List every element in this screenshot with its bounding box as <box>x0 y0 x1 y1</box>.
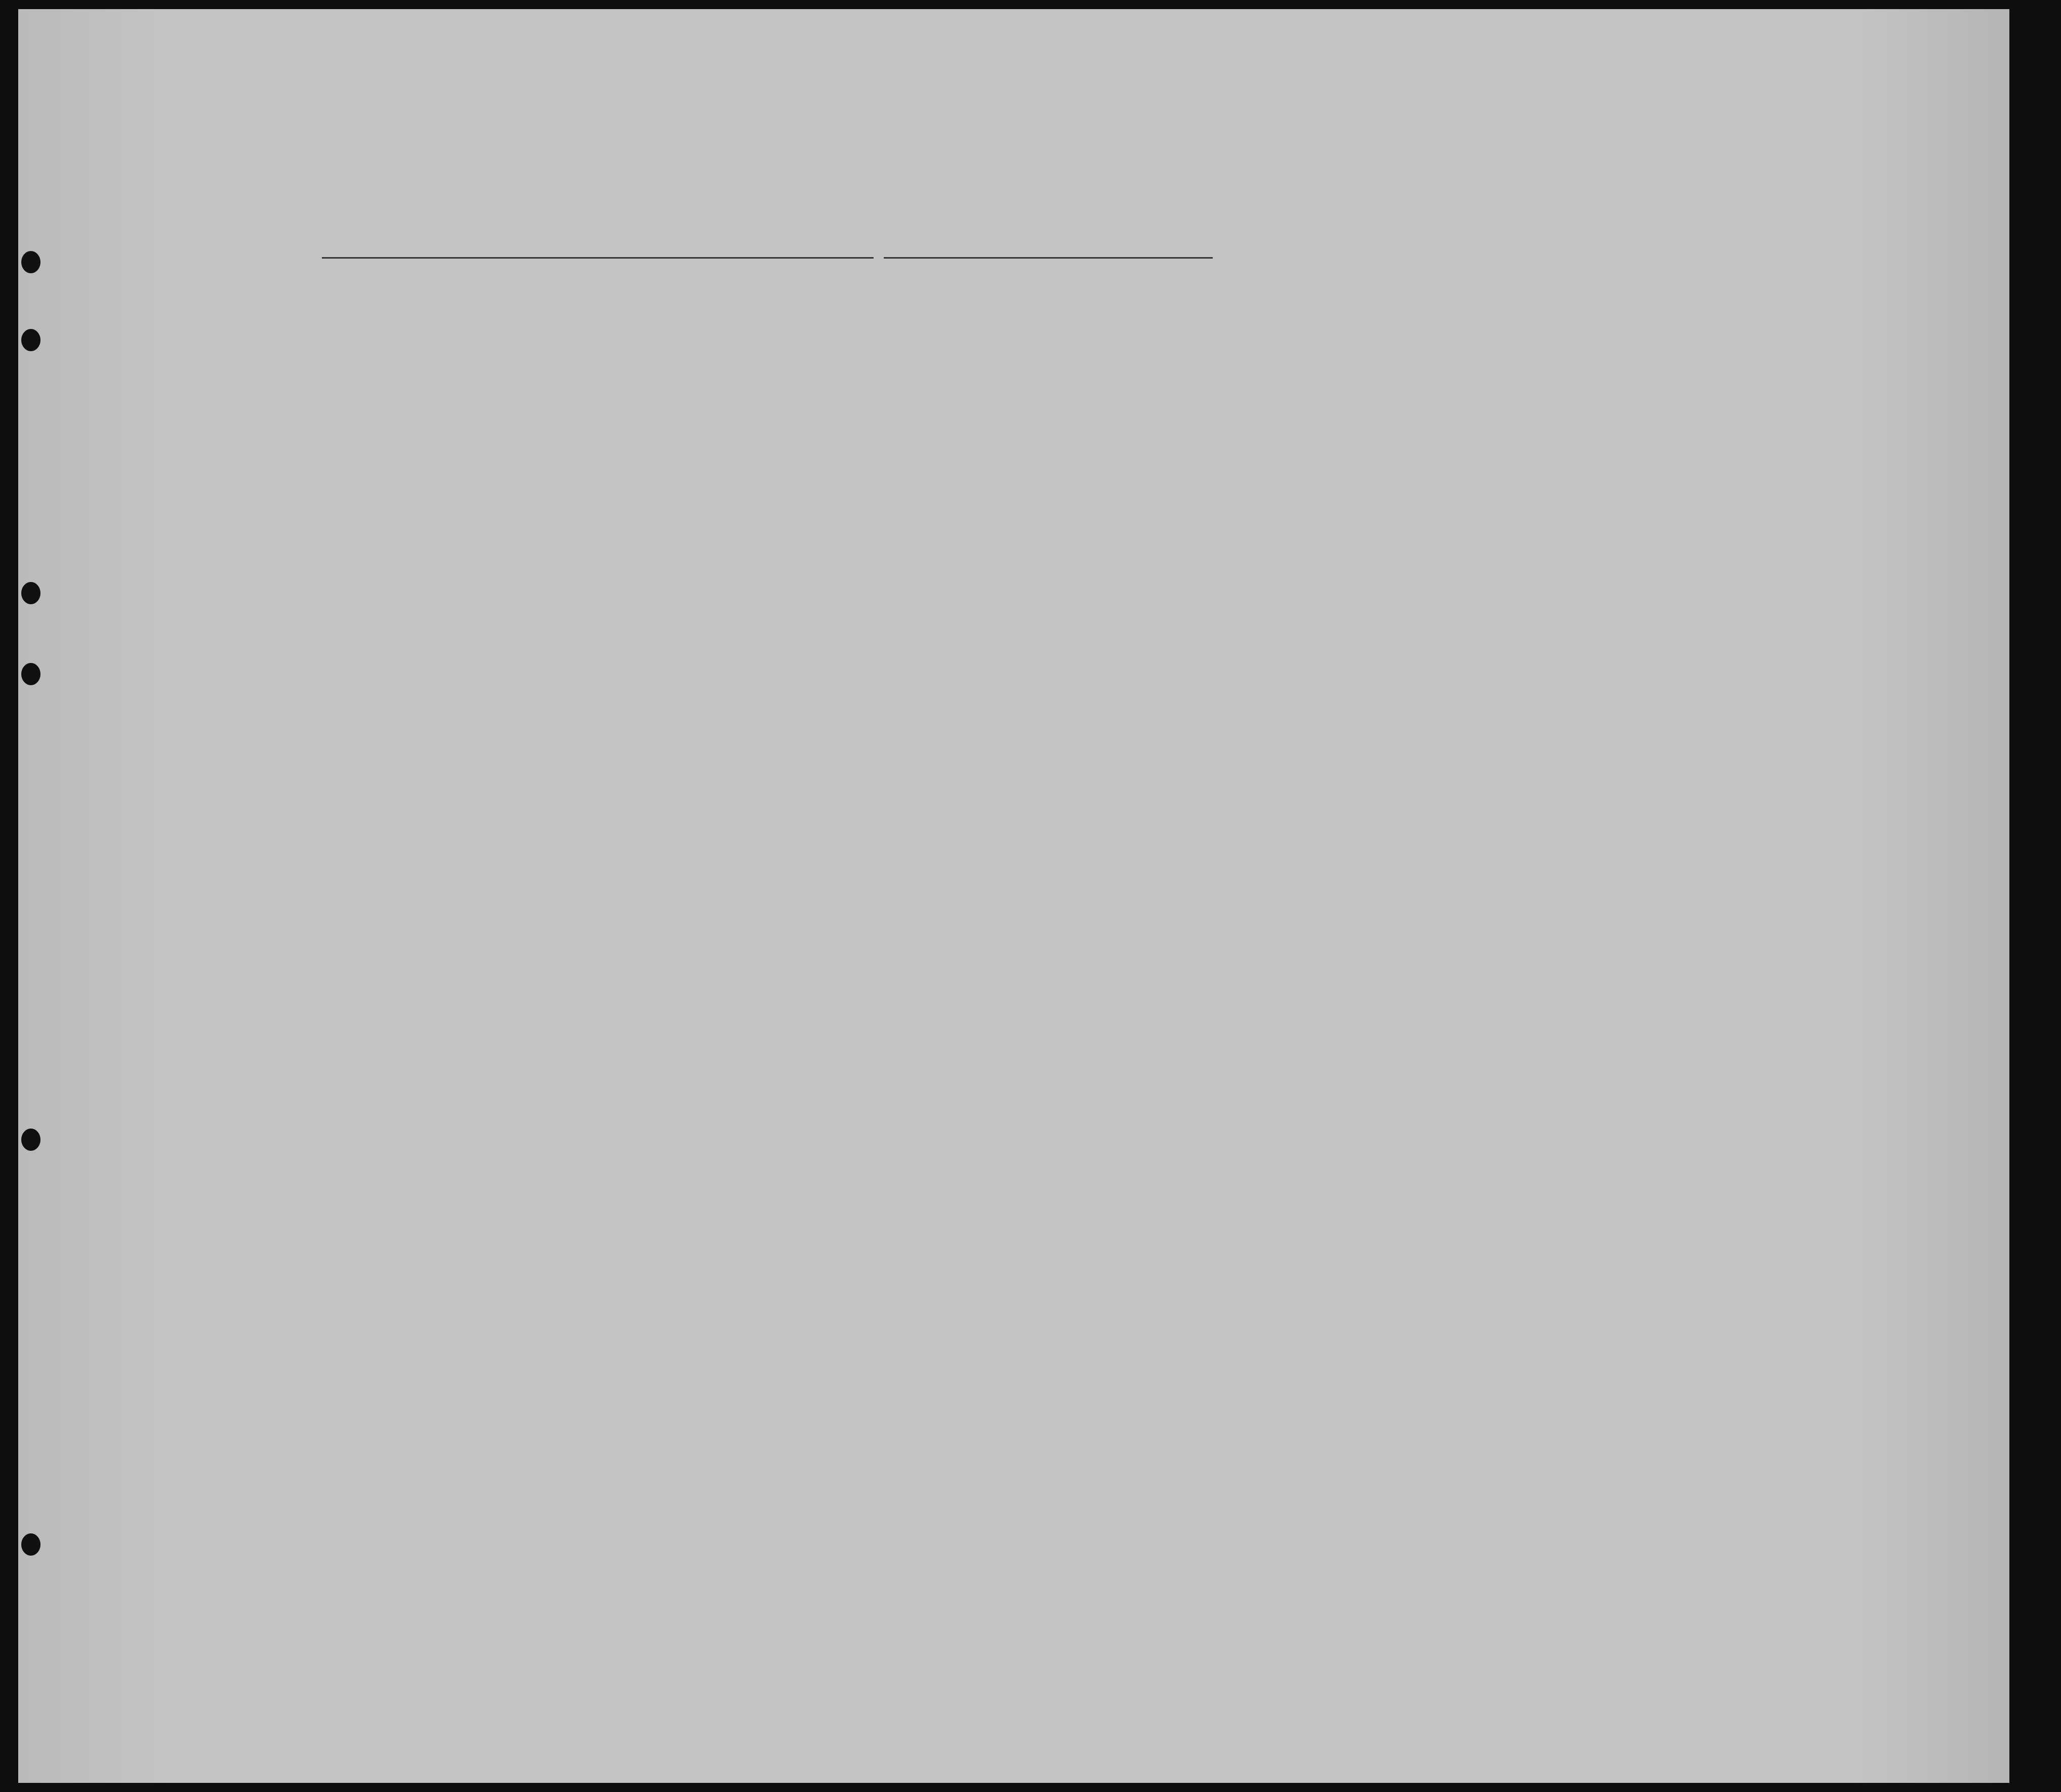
punch-hole <box>21 251 40 273</box>
port-underline <box>322 257 874 259</box>
punch-hole <box>21 329 40 351</box>
table-grid <box>18 9 2009 1783</box>
punch-hole <box>21 663 40 685</box>
punch-hole <box>21 1129 40 1151</box>
punch-hole <box>21 582 40 604</box>
manifest-page <box>18 9 2009 1783</box>
punch-hole <box>21 1533 40 1556</box>
date-underline <box>884 257 1213 259</box>
